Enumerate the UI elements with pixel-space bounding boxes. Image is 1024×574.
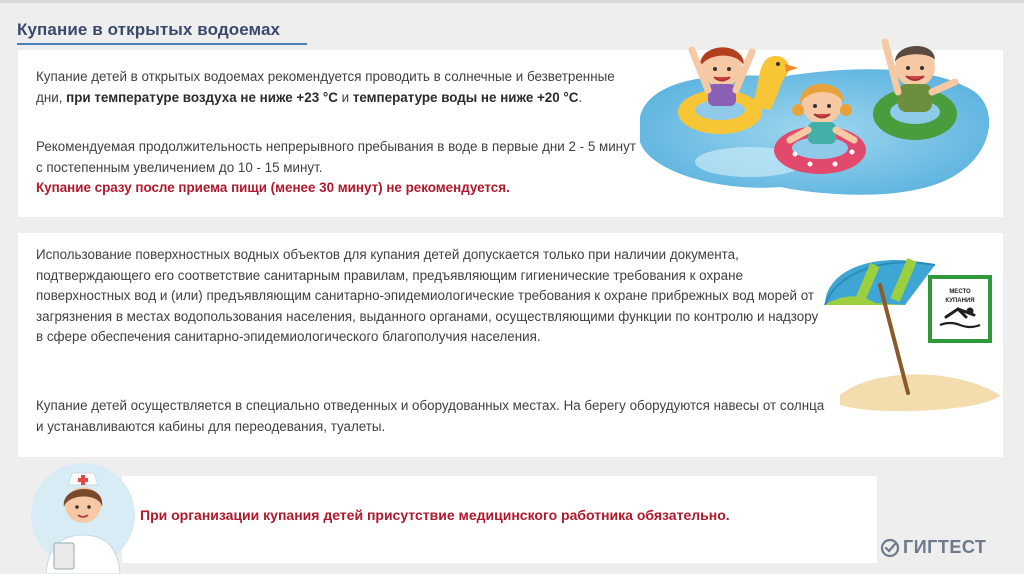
kids-swimming-illustration <box>630 22 1000 207</box>
title-underline <box>17 43 307 45</box>
text-segment: и <box>337 89 353 105</box>
check-circle-icon <box>880 538 900 558</box>
bathing-conditions-text <box>36 67 636 108</box>
text-segment: Купание детей в открытых водоемах рекомендуется проводить в солнечные и безветренные дни, <box>36 69 615 105</box>
text-segment: . <box>578 89 583 105</box>
top-border <box>0 0 1024 3</box>
medical-worker-notice: При организации купания детей присутствие медицинского работника обязательно. <box>140 507 730 523</box>
gigtest-logo <box>880 537 986 558</box>
page-title: Купание в открытых водоемах <box>17 20 281 39</box>
logo-text: ГИГТЕСТ <box>903 537 987 557</box>
bathing-place-sign <box>930 277 990 341</box>
regulations-text: Использование поверхностных водных объектов для купания детей допускается только при наличии документа, подтверждающего его соответствие санитарным правилам, предъявляющим гигиенические требования к охране поверхностных вод и (или) предъявляющим санитарно-эпидемиологические требования к охране прибрежных вод морей от загрязнения в местах водопользования населения, выданного органами, осуществляющими функции по контролю и надзору в сфере обеспечения санитарно-эпидемиологического благополучия населения. <box>36 247 819 344</box>
sign-label-top: МЕСТО <box>949 289 971 295</box>
bathing-places-text: Купание детей осуществляется в специально отведенных и оборудованных местах. На берегу оборудуются навесы от солнца и устанавливаются кабины для переодевания, туалеты. <box>36 398 825 434</box>
meal-warning-text: Купание сразу после приема пищи (менее 30 минут) не рекомендуется. <box>36 180 510 195</box>
air-temperature-text: при температуре воздуха не ниже +23 °С <box>66 89 338 105</box>
water-temperature-text: температуре воды не ниже +20 °С <box>352 89 579 105</box>
duration-text-block <box>36 137 636 199</box>
nurse-illustration <box>28 455 138 574</box>
beach-umbrella-illustration <box>800 245 1010 425</box>
sign-label-bottom: КУПАНИЯ <box>945 298 975 304</box>
duration-text: Рекомендуемая продолжительность непрерывного пребывания в воде в первые дни 2 - 5 минут с постепенным увеличением до 10 - 15 минут. <box>36 139 636 175</box>
